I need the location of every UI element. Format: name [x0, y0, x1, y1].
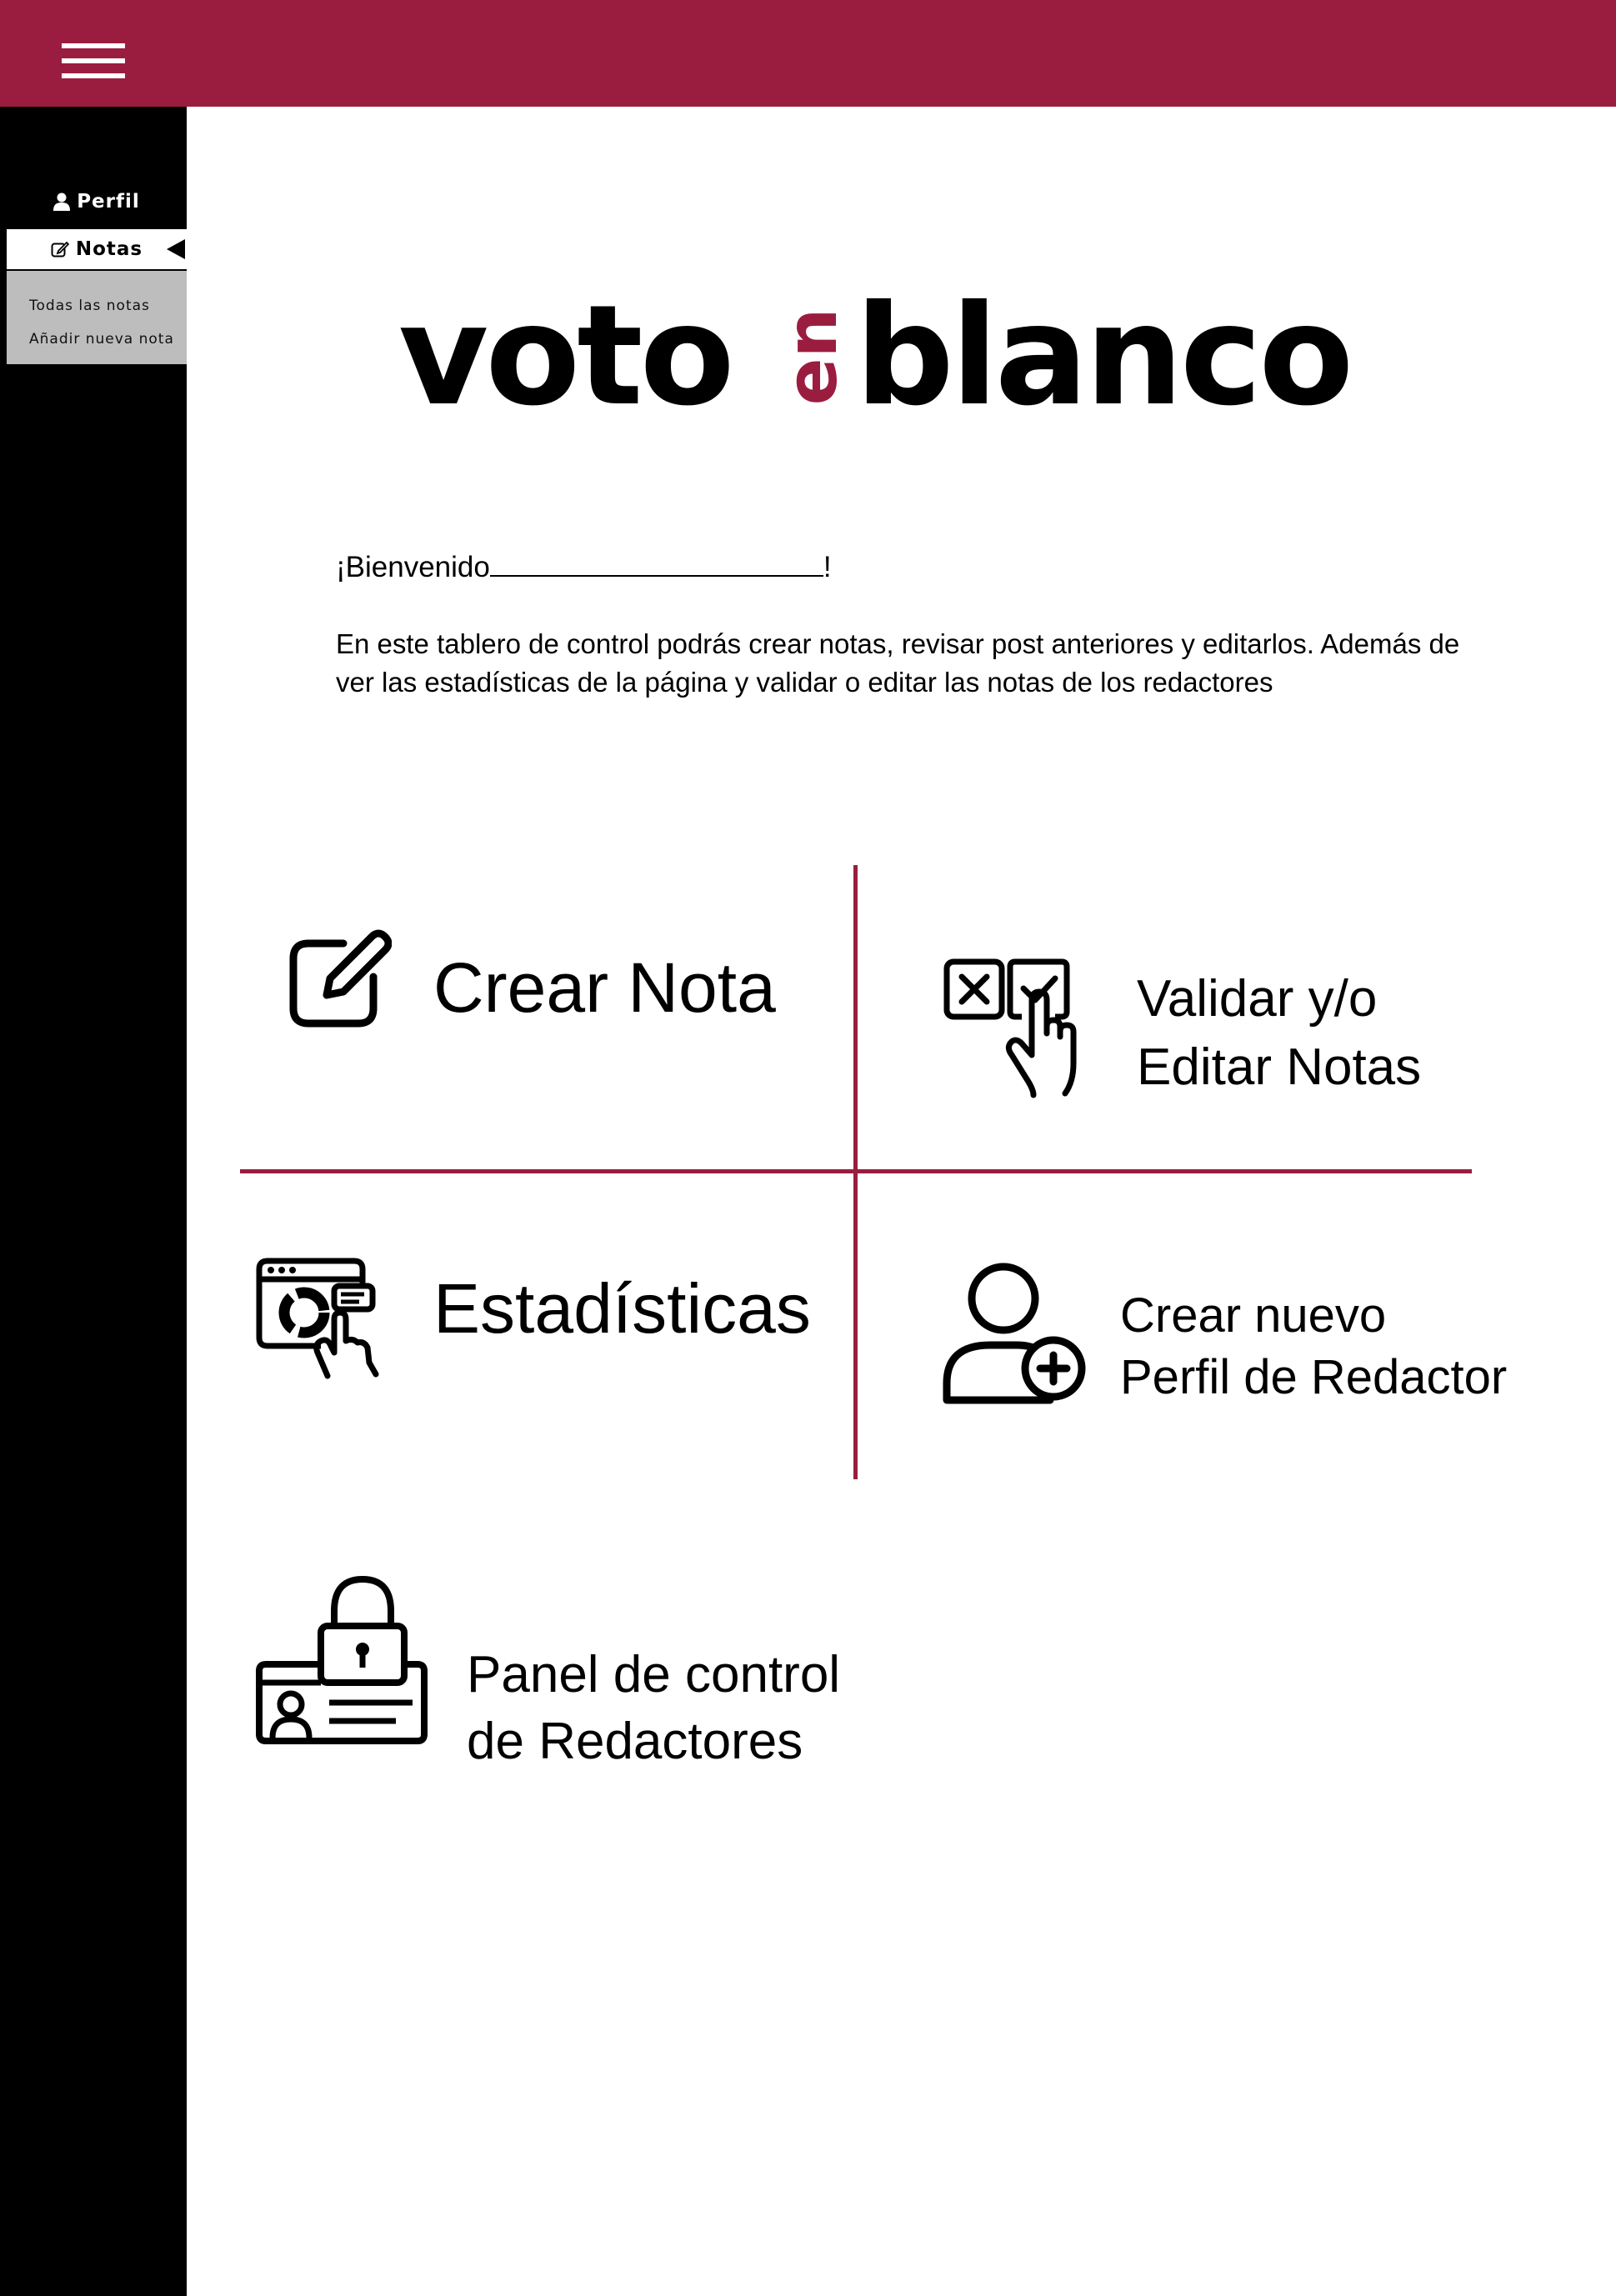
sidebar-item-perfil[interactable]	[7, 182, 187, 222]
estadisticas-button[interactable]	[254, 1246, 811, 1379]
panel-label	[467, 1642, 840, 1775]
welcome-exclamation: !	[823, 551, 832, 583]
validate-checklist-icon	[942, 957, 1083, 1103]
statistics-browser-icon	[254, 1254, 379, 1383]
active-indicator-icon	[167, 239, 185, 259]
validar-editar-notas-button[interactable]	[942, 950, 1517, 1100]
nuevo-perfil-label	[1120, 1285, 1507, 1408]
welcome-line	[336, 550, 832, 584]
logo-word-voto: voto	[398, 276, 732, 437]
brand-logo	[398, 276, 1398, 437]
sidebar	[0, 107, 187, 2296]
horizontal-divider	[240, 1169, 1472, 1173]
sidebar-item-label: Notas	[75, 238, 143, 260]
user-icon	[53, 193, 70, 211]
username-blank	[490, 550, 823, 577]
panel-label-line2: de Redactores	[467, 1713, 803, 1770]
validar-label-line1: Validar y/o	[1137, 970, 1378, 1028]
crear-nota-button[interactable]	[275, 917, 808, 1050]
logo-word-en: en	[771, 308, 853, 406]
estadisticas-label: Estadísticas	[433, 1269, 811, 1348]
submenu-item-anadir-nueva-nota[interactable]: Añadir nueva nota	[29, 331, 174, 348]
nuevo-perfil-label-line2: Perfil de Redactor	[1120, 1350, 1508, 1404]
hamburger-menu-icon[interactable]	[62, 43, 125, 78]
add-user-icon	[940, 1258, 1090, 1413]
crear-perfil-redactor-button[interactable]	[940, 1258, 1523, 1408]
welcome-greeting: ¡Bienvenido	[336, 551, 490, 583]
nuevo-perfil-label-line1: Crear nuevo	[1120, 1288, 1387, 1343]
validar-label-line2: Editar Notas	[1137, 1038, 1422, 1096]
submenu-item-todas-las-notas[interactable]: Todas las notas	[29, 298, 150, 314]
panel-label-line1: Panel de control	[467, 1646, 841, 1703]
notas-submenu	[7, 271, 187, 364]
panel-control-redactores-button[interactable]	[254, 1571, 888, 1771]
logo-word-blanco: blanco	[855, 276, 1351, 437]
crear-nota-label: Crear Nota	[433, 948, 776, 1027]
validar-label	[1137, 965, 1421, 1102]
edit-note-icon	[283, 925, 392, 1038]
sidebar-item-notas[interactable]	[7, 229, 187, 269]
intro-text: En este tablero de control podrás crear notas, revisar post anteriores y editarlos. Además de ver las estadísticas de la página y validar o editar las notas de los redactores	[336, 628, 1460, 698]
sidebar-item-label: Perfil	[77, 191, 140, 213]
secure-profile-icon	[254, 1571, 429, 1750]
top-bar	[0, 0, 1616, 107]
edit-icon	[51, 240, 69, 258]
